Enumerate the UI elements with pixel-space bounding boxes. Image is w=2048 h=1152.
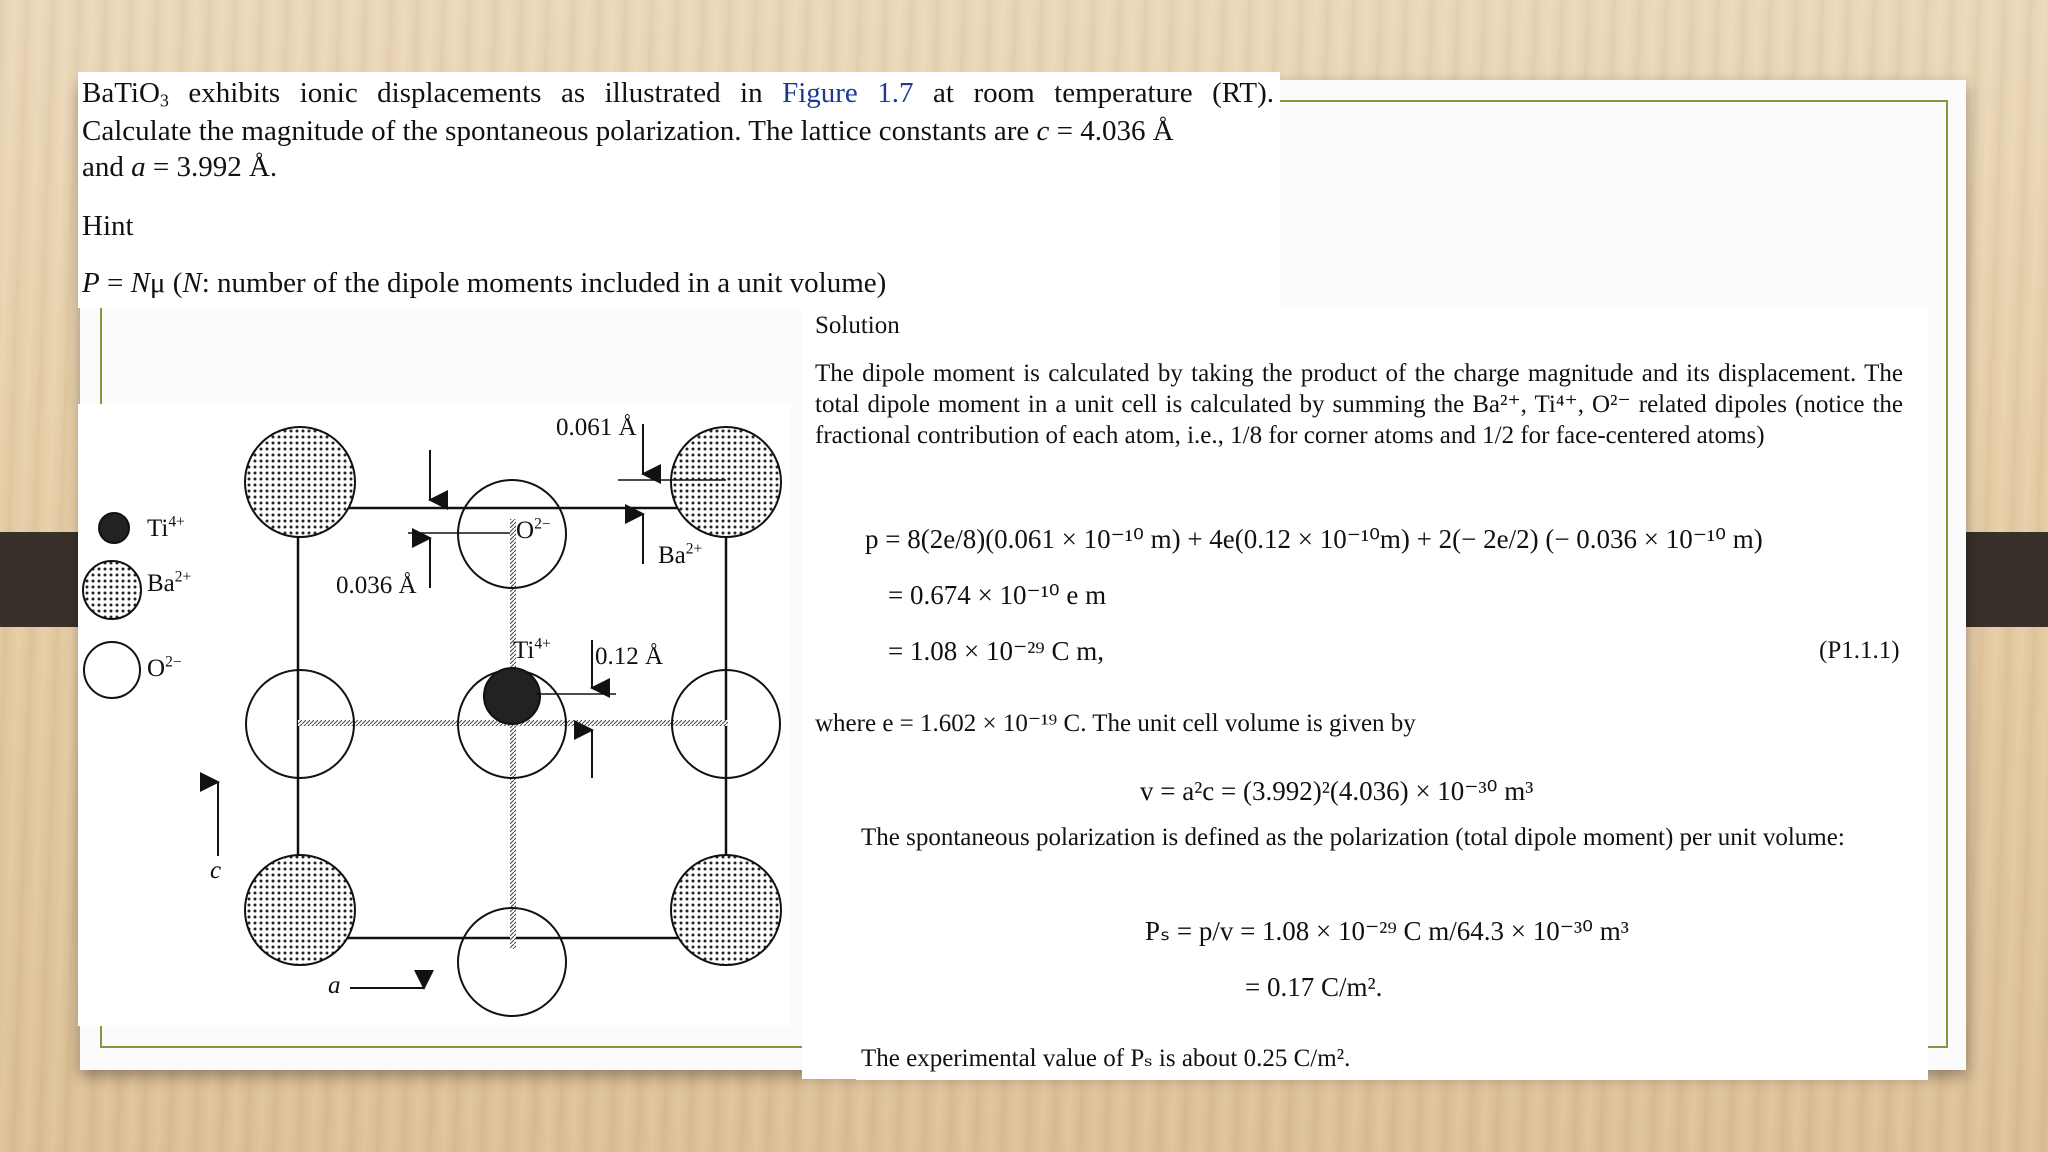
legend-ti-label: $Ti^{4+}$	[147, 513, 185, 542]
equation-ps1: Pₛ = p/v = 1.08 × 10⁻²⁹ C m/64.3 × 10⁻³⁰ m³	[1145, 916, 1629, 946]
solution-heading: Solution	[815, 312, 900, 339]
ba-ion-bottom-left	[245, 855, 355, 965]
legend-o-symbol	[84, 642, 140, 698]
ti-ion-label: $Ti^{4+}$	[513, 635, 551, 664]
experimental-value-line: The experimental value of Pₛ is about 0.25 C/m².	[861, 1045, 1351, 1072]
solution-paragraph-2: The spontaneous polarization is defined as the polarization (total dipole moment) per unit volume:	[861, 824, 1845, 851]
hint-formula: P = Nμ (N: number of the dipole moments included in a unit volume)	[82, 267, 887, 299]
c-axis-label: c	[210, 857, 222, 884]
ti-displacement-label: 0.12 Å	[595, 643, 664, 670]
problem-line-2: Calculate the magnitude of the spontaneous polarization. The lattice constants are c = 4.036 Å	[82, 115, 1174, 147]
problem-line-3: and a = 3.992 Å.	[82, 151, 278, 183]
batio3-unit-cell-figure	[78, 404, 790, 1026]
equation-ps2: = 0.17 C/m².	[1245, 972, 1383, 1002]
o-displacement-label: 0.036 Å	[336, 572, 417, 599]
equation-p2: = 0.674 × 10⁻¹⁰ e m	[888, 580, 1107, 610]
legend-ti-symbol	[99, 513, 129, 543]
ba-ion-bottom-right	[671, 855, 781, 965]
ba-ion-label: $Ba^{2+}$	[658, 540, 703, 569]
legend-ba-symbol	[83, 561, 141, 619]
equation-tag: (P1.1.1)	[1819, 637, 1900, 664]
ba-displacement-label: 0.061 Å	[556, 414, 637, 441]
vertical-center-line	[510, 519, 516, 949]
a-axis-label: a	[328, 972, 341, 999]
ba-ion-top-left	[245, 427, 355, 537]
left-dark-band	[0, 532, 80, 627]
legend-ba-label: $Ba^{2+}$	[147, 568, 192, 597]
legend-o-label: $O^{2-}$	[147, 653, 182, 682]
hint-label: Hint	[82, 210, 134, 242]
problem-line-1: BaTiO$_3$ exhibits ionic displacements as illustrated in Figure 1.7 at room temperature (RT).	[82, 77, 1274, 111]
equation-p1: p = 8(2e/8)(0.061 × 10⁻¹⁰ m) + 4e(0.12 × 10⁻¹⁰m) + 2(− 2e/2) (− 0.036 × 10⁻¹⁰ m)	[865, 524, 1763, 554]
figure-link[interactable]: Figure 1.7	[782, 77, 914, 109]
ba-ion-top-right	[671, 427, 781, 537]
equation-volume: v = a²c = (3.992)²(4.036) × 10⁻³⁰ m³	[1140, 776, 1534, 806]
ti-ion-center	[484, 668, 540, 724]
equation-p3: = 1.08 × 10⁻²⁹ C m,	[888, 636, 1104, 666]
o-ion-label: $O^{2-}$	[516, 515, 551, 544]
electron-charge-line: where e = 1.602 × 10⁻¹⁹ C. The unit cell volume is given by	[815, 710, 1416, 737]
solution-paragraph-1: The dipole moment is calculated by taking the product of the charge magnitude and its displacement. The total dipole moment in a unit cell is calculated by summing the Ba²⁺, Ti⁴⁺, O²⁻ related dipoles (notice the fractional contribution of each atom, i.e., 1/8 for corner atoms and 1/2 for face-centered atoms)	[815, 360, 1903, 449]
